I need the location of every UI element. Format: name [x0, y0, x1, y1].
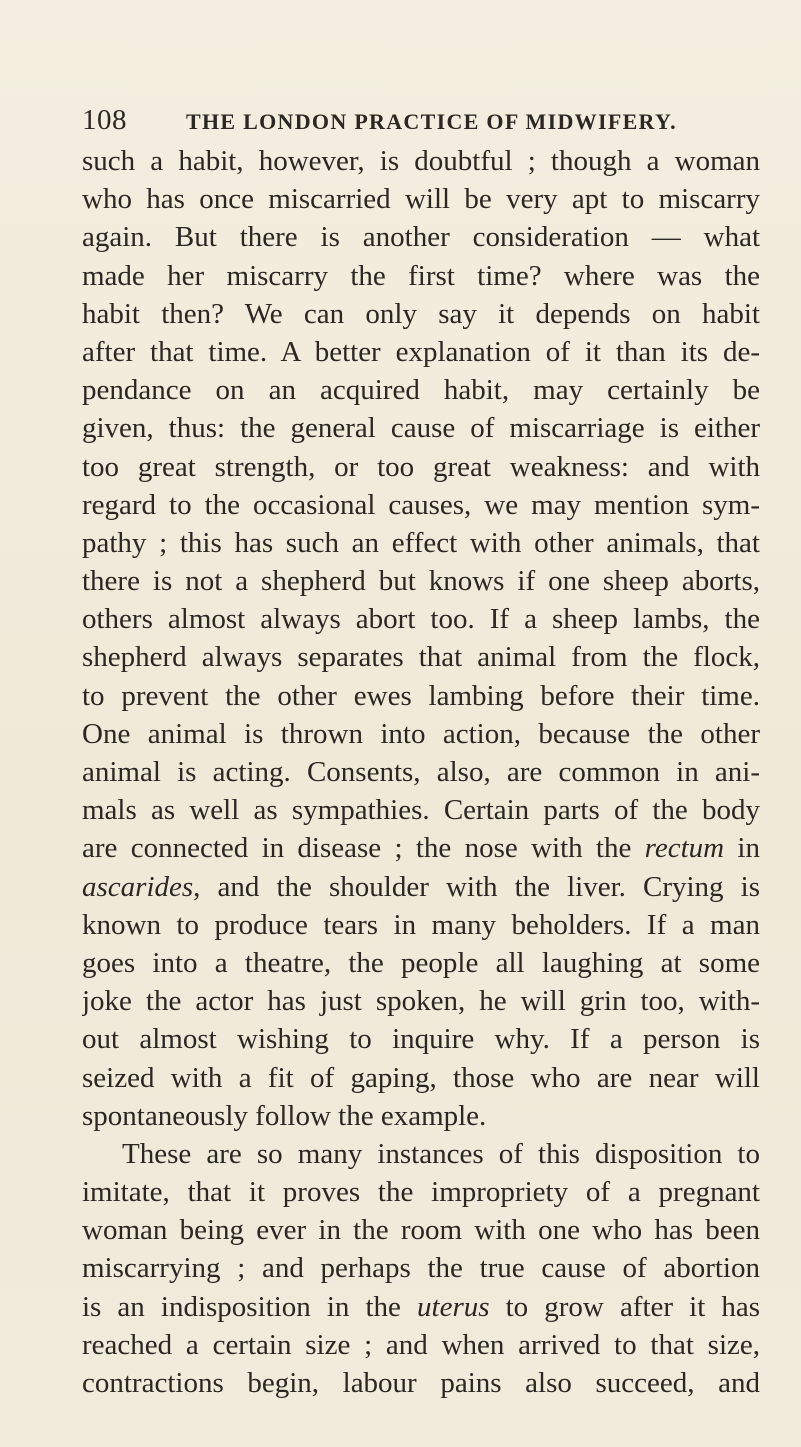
text-line-25: seized with a fit of gaping, those who are near will [82, 1061, 760, 1094]
text-line-9: too great strength, or too great weakness: and with [82, 450, 760, 483]
text-line-32: reached a certain size ; and when arrived to that size, [82, 1328, 760, 1361]
text-line-5: habit then? We can only say it depends on habit [82, 297, 760, 330]
text-line-4: made her miscarry the first time? where was the [82, 259, 760, 292]
text-line-30: miscarrying ; and perhaps the true cause of abortion [82, 1252, 760, 1285]
text-line-8: given, thus: the general cause of miscarriage is either [82, 412, 760, 445]
italic-term: ascarides [82, 870, 194, 903]
text-line-20: ascarides, and the shoulder with the liver. Crying is [82, 870, 760, 903]
text-line-28: imitate, that it proves the impropriety of a pregnant [82, 1176, 760, 1209]
text-line-12: there is not a shepherd but knows if one sheep aborts, [82, 565, 760, 598]
text-line-19: are connected in disease ; the nose with the rectum in [82, 832, 760, 865]
text-line-11: pathy ; this has such an effect with other animals, that [82, 526, 760, 559]
text-line-18: mals as well as sympathies. Certain parts of the body [82, 794, 760, 827]
page-number: 108 [82, 104, 127, 136]
text-line-3: again. But there is another consideration — what [82, 221, 760, 254]
text-line-10: regard to the occasional causes, we may mention sym- [82, 488, 760, 521]
text-line-22: goes into a theatre, the people all laughing at some [82, 946, 760, 979]
running-head [82, 100, 762, 140]
text-line-31: is an indisposition in the uterus to grow after it has [82, 1290, 760, 1323]
text-line-6: after that time. A better explanation of it than its de- [82, 335, 760, 368]
italic-term: uterus [417, 1290, 490, 1323]
text-line-27: These are so many instances of this disposition to [122, 1137, 760, 1170]
text-line-26: spontaneously follow the example. [82, 1099, 487, 1132]
body-text [82, 142, 760, 1402]
text-line-21: known to produce tears in many beholders. If a man [82, 908, 760, 941]
text-line-1: such a habit, however, is doubtful ; though a woman [82, 145, 760, 177]
text-line-2: who has once miscarried will be very apt to miscarry [82, 183, 760, 216]
text-line-29: woman being ever in the room with one who has been [82, 1214, 760, 1247]
text-line-14: shepherd always separates that animal from the flock, [82, 641, 760, 674]
text-line-15: to prevent the other ewes lambing before their time. [82, 679, 760, 712]
text-line-17: animal is acting. Consents, also, are common in ani- [82, 756, 760, 788]
italic-term: rectum [644, 832, 725, 865]
text-line-33: contractions begin, labour pains also succeed, and [82, 1367, 760, 1399]
text-line-23: joke the actor has just spoken, he will grin too, with- [82, 985, 760, 1018]
text-line-7: pendance on an acquired habit, may certainly be [82, 374, 760, 407]
text-line-13: others almost always abort too. If a sheep lambs, the [82, 603, 760, 636]
running-title: THE LONDON PRACTICE OF MIDWIFERY. [186, 109, 677, 134]
text-line-24: out almost wishing to inquire why. If a person is [82, 1023, 760, 1056]
text-line-16: One animal is thrown into action, because the other [82, 717, 760, 750]
